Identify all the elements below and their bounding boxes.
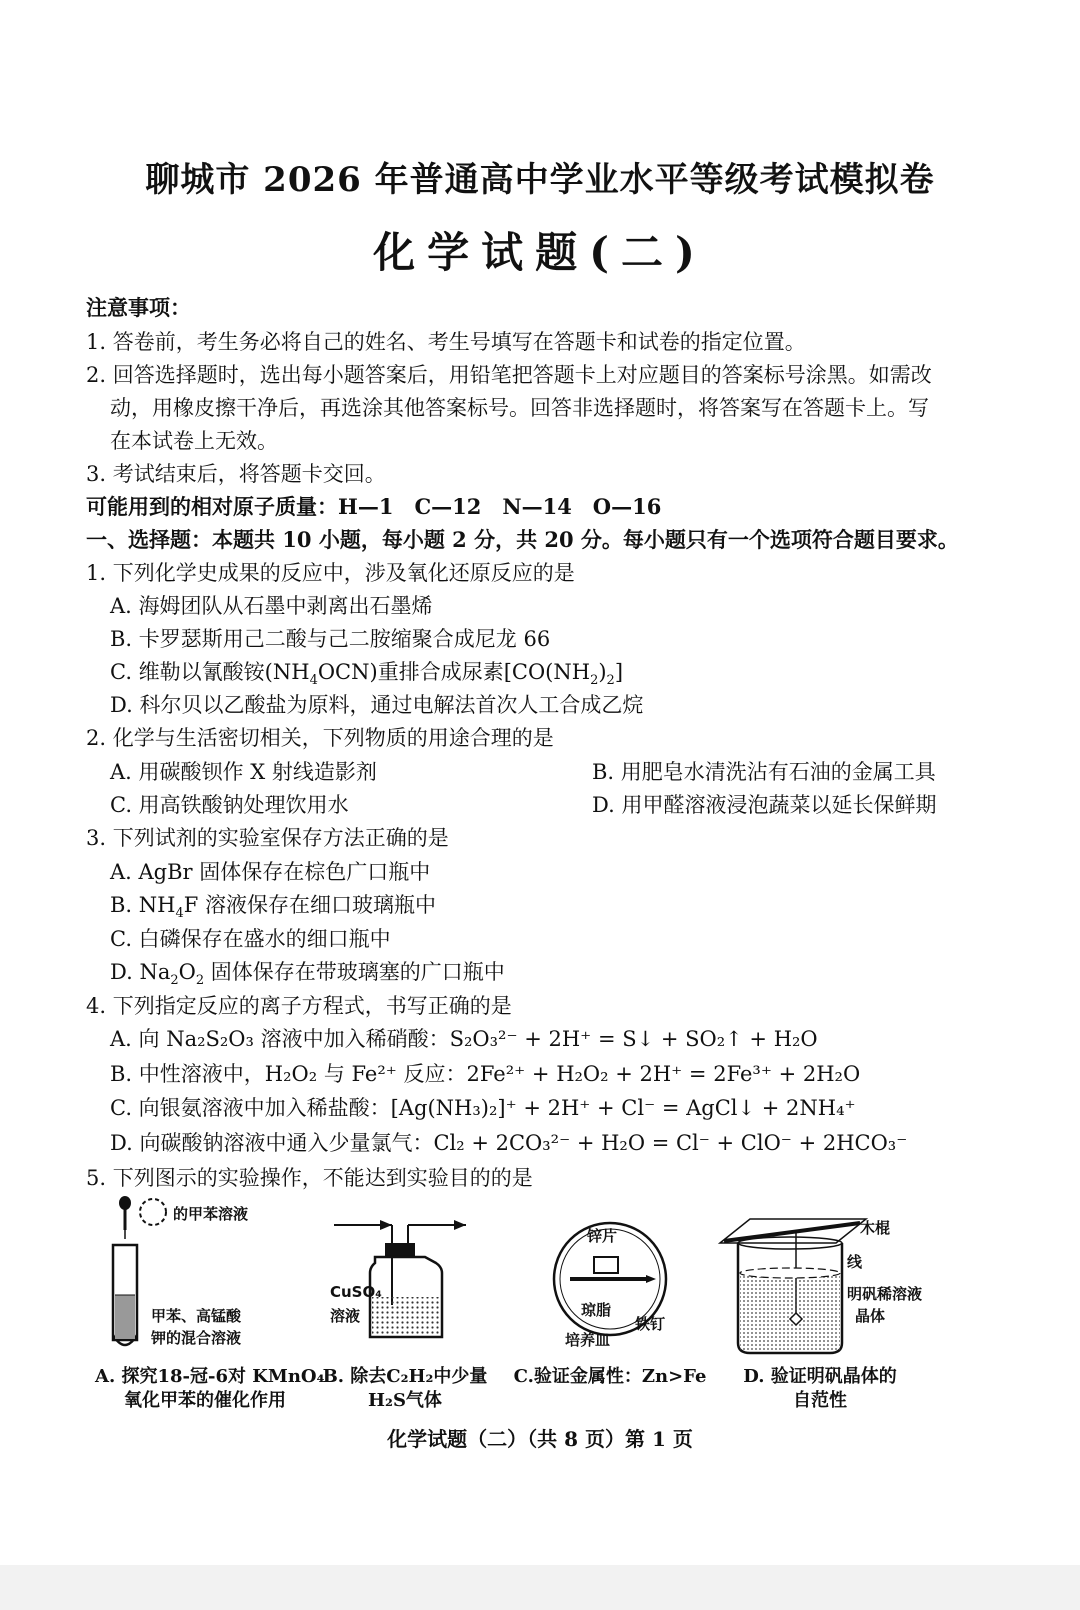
q1-stem: 1. 下列化学史成果的反应中，涉及氧化还原反应的是 [86,561,575,585]
exam-subtitle: 化学试题(二) [373,228,707,277]
q2-option-b: B. 用肥皂水清洗沾有石油的金属工具 [592,760,936,784]
section-1-heading: 一、选择题：本题共 10 小题，每小题 2 分，共 20 分。每小题只有一个选项符合题目要求。 [86,527,959,552]
q1-option-d: D. 科尔贝以乙酸盐为原料，通过电解法首次人工合成乙烷 [110,693,644,717]
q4-option-d: D. 向碳酸钠溶液中通入少量氯气：Cl₂ + 2CO₃²⁻ + H₂O = Cl⁻ + ClO⁻ + 2HCO₃⁻ [110,1131,908,1155]
q4-option-b: B. 中性溶液中，H₂O₂ 与 Fe²⁺ 反应：2Fe²⁺ + H₂O₂ + 2H⁺ = 2Fe³⁺ + 2H₂O [110,1062,861,1086]
q1-option-b: B. 卡罗瑟斯用己二酸与己二胺缩聚合成尼龙 66 [110,627,551,651]
notice-item-2: 2. 回答选择题时，选出每小题答案后，用铅笔把答题卡上对应题目的答案标号涂黑。如需改 [86,363,932,387]
q2-option-c: C. 用高铁酸钠处理饮用水 [110,793,349,817]
figure-a-label-bottom-1: 甲苯、高锰酸 [151,1307,242,1325]
page-footer: 化学试题（二）（共 8 页）第 1 页 [387,1427,693,1451]
figure-b-label-2: 溶液 [330,1307,361,1325]
figure-d-label-crystal: 晶体 [855,1307,886,1325]
figure-c-label-zinc: 锌片 [587,1227,618,1245]
q4-stem: 4. 下列指定反应的离子方程式，书写正确的是 [86,994,512,1018]
figure-a-caption: A. 探究18-冠-6对 KMnO₄ 氧化甲苯的催化作用 [95,1366,325,1411]
q2-option-d: D. 用甲醛溶液浸泡蔬菜以延长保鲜期 [592,793,937,817]
figure-b-label-1: CuSO₄ [330,1283,382,1301]
q1-option-c: C. 维勒以氰酸铵$(NH_4OCN)$重排合成尿素$[CO(NH_2)_2]$ [110,660,624,689]
figure-a-label-bottom-2: 钾的混合溶液 [151,1329,242,1347]
figure-c-label-agar: 琼脂 [581,1301,612,1319]
figure-b-caption: B. 除去C₂H₂中少量 H₂S气体 [322,1366,488,1411]
notice-item-2-end: 在本试卷上无效。 [110,429,278,453]
notice-heading: 注意事项： [86,295,191,320]
q1-option-a: A. 海姆团队从石墨中剥离出石墨烯 [110,594,433,618]
figure-d-label-stick: 木棍 [860,1219,891,1237]
notice-item-3: 3. 考试结束后，将答题卡交回。 [86,462,386,486]
bottom-strip [0,1565,1080,1610]
figure-c-label-dish: 培养皿 [565,1331,611,1349]
notice-item-1: 1. 答卷前，考生务必将自己的姓名、考生号填写在答题卡和试卷的指定位置。 [86,330,806,354]
notice-item-2-cont: 动，用橡皮擦干净后，再选涂其他答案标号。回答非选择题时，将答案写在答题卡上。写 [110,396,929,420]
q3-stem: 3. 下列试剂的实验室保存方法正确的是 [86,826,449,850]
q4-option-c: C. 向银氨溶液中加入稀盐酸：[Ag(NH₃)₂]⁺ + 2H⁺ + Cl⁻ = AgCl↓ + 2NH₄⁺ [110,1096,856,1120]
figure-c-caption: C.验证金属性：Zn>Fe [513,1366,707,1387]
figure-d-label-thread: 线 [847,1253,863,1271]
q5-stem: 5. 下列图示的实验操作，不能达到实验目的的是 [86,1166,533,1190]
q3-option-d: D. $Na_2O_2$ 固体保存在带玻璃塞的广口瓶中 [110,960,505,989]
figure-d-caption: D. 验证明矾晶体的 自范性 [743,1366,897,1411]
q2-option-a: A. 用碳酸钡作 X 射线造影剂 [110,760,377,784]
q2-stem: 2. 化学与生活密切相关，下列物质的用途合理的是 [86,726,554,750]
figure-a-label-top: 的甲苯溶液 [173,1205,249,1223]
figure-c-label-nail: 铁钉 [635,1315,666,1333]
atomic-masses: 可能用到的相对原子质量：H—1 C—12 N—14 O—16 [86,494,662,519]
q3-option-b: B. $NH_4F$ 溶液保存在细口玻璃瓶中 [110,893,437,922]
q4-option-a: A. 向 Na₂S₂O₃ 溶液中加入稀硝酸：S₂O₃²⁻ + 2H⁺ = S↓ + SO₂↑ + H₂O [110,1027,818,1051]
q3-option-c: C. 白磷保存在盛水的细口瓶中 [110,927,391,951]
figure-d-label-solution: 明矾稀溶液 [847,1285,923,1303]
q3-option-a: A. AgBr 固体保存在棕色广口瓶中 [110,860,431,884]
q5-figures [95,1195,995,1415]
exam-title: 聊城市 2026 年普通高中学业水平等级考试模拟卷 [145,160,935,200]
figure-d-beaker [710,1215,870,1355]
